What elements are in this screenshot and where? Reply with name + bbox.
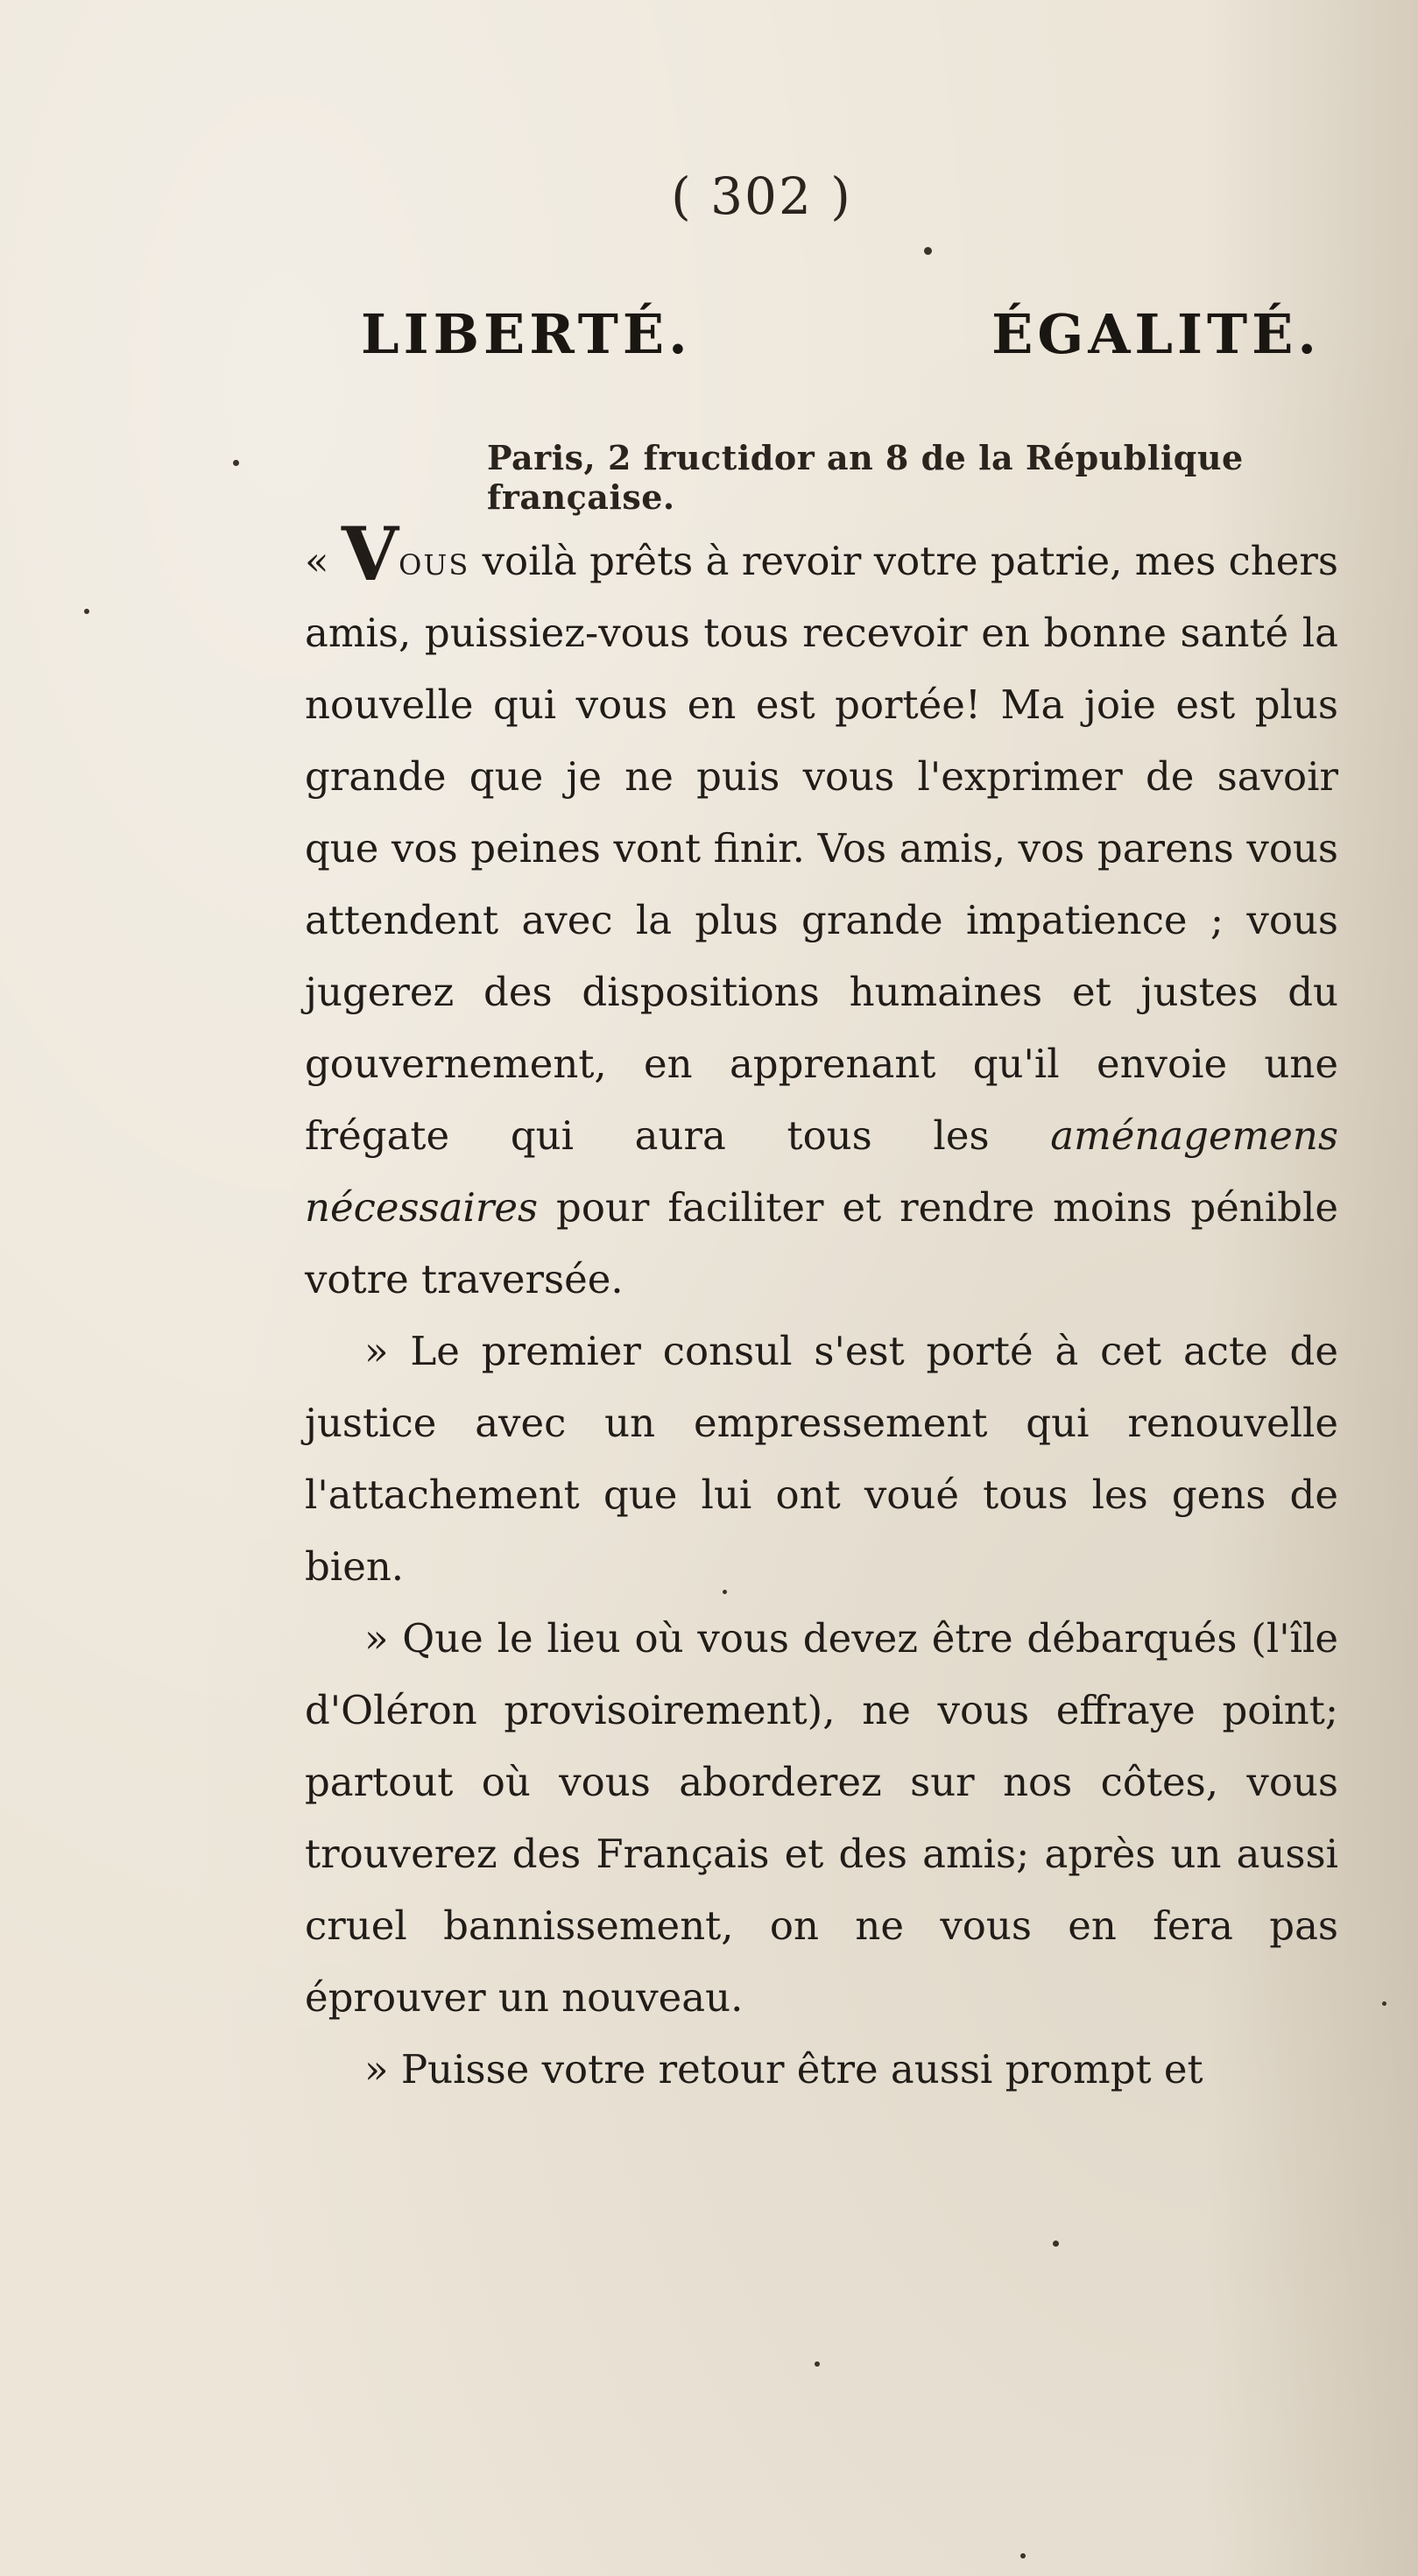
ink-fleck bbox=[924, 247, 932, 255]
paragraph-1-text: voilà prêts à revoir votre patrie, mes chers amis, puissiez-vous tous recevoir en bonne santé la nouvelle qui vous en est portée! Ma joie est plus grande que je ne puis vous l'exprimer de savoir que vos peines vont finir. Vos amis, vos parens vous attendent avec la plus grande impatience ; vous jugerez des dispositions humaines et justes du gouvernement, en apprenant qu'il envoie une frégate qui aura tous les bbox=[305, 538, 1339, 1159]
drop-capital: V bbox=[341, 511, 399, 597]
ink-fleck bbox=[815, 2361, 820, 2367]
motto-egalite: ÉGALITÉ. bbox=[991, 302, 1321, 366]
open-quote: « bbox=[305, 538, 342, 584]
ink-fleck bbox=[723, 1590, 727, 1594]
page-number: ( 302 ) bbox=[671, 166, 852, 226]
dateline: Paris, 2 fructidor an 8 de la République française. bbox=[487, 438, 1244, 517]
ink-fleck bbox=[1020, 2553, 1026, 2558]
italic-phrase: aménagemens nécessaires bbox=[305, 1112, 1338, 1231]
motto-heading bbox=[361, 302, 1321, 366]
paragraph-2: » Le premier consul s'est porté à cet acte de justice avec un empressement qui renouvelle l'attachement que lui ont voué tous les gens de bien. bbox=[305, 1328, 1338, 1590]
paragraph-1-tail: pour faciliter et rendre moins pénible votre traversée. bbox=[305, 1184, 1338, 1302]
paragraph-3: » Que le lieu où vous devez être débarqués (l'île d'Oléron provisoirement), ne vous effraye point; partout où vous aborderez sur nos côtes, vous trouverez des Français et des amis; après un aussi cruel bannissement, on ne vous en fera pas éprouver un nouveau. bbox=[305, 1615, 1338, 2021]
ink-fleck bbox=[1053, 2241, 1059, 2247]
motto-liberte: LIBERTÉ. bbox=[361, 302, 692, 366]
ink-fleck bbox=[1382, 2001, 1386, 2006]
paragraph-1 bbox=[305, 511, 1339, 1316]
ink-fleck bbox=[84, 609, 89, 614]
letter-body bbox=[305, 511, 1339, 2106]
paragraph-4: » Puisse votre retour être aussi prompt et bbox=[364, 2046, 1203, 2093]
small-caps-text: ous bbox=[399, 538, 470, 584]
ink-fleck bbox=[233, 460, 239, 466]
